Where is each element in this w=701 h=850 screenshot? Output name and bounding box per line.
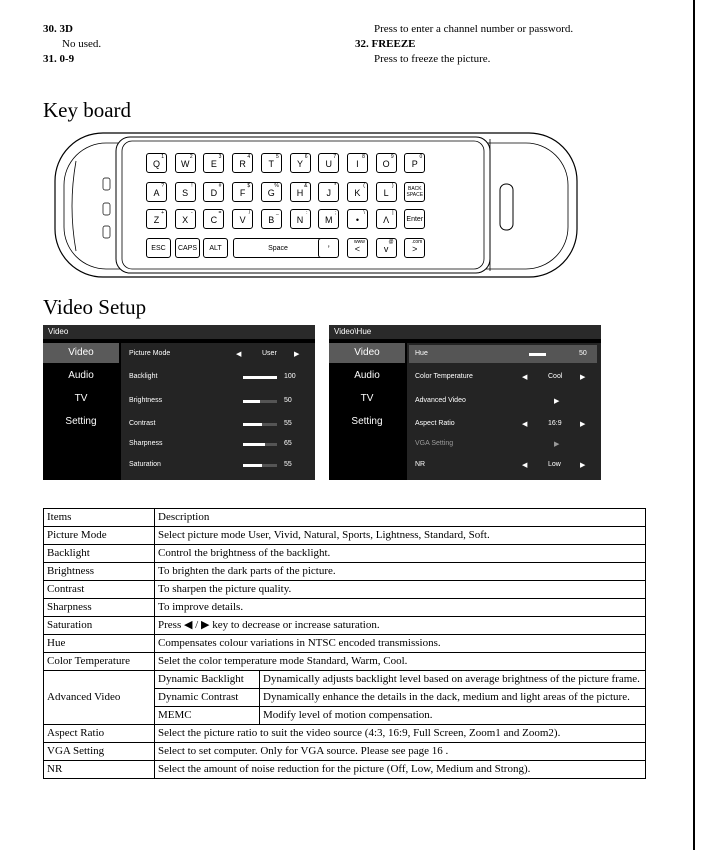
table-desc-cell: Select the amount of noise reduction for the picture (Off, Low, Medium and Strong). <box>155 761 646 779</box>
key-row3-3-alt-label: / <box>248 210 251 216</box>
key-j-label: J <box>326 188 331 198</box>
key-q-alt-label: 1 <box>161 154 164 160</box>
video-settings-table <box>43 508 646 779</box>
menu-slider-fill <box>243 423 262 426</box>
key-row3-8-alt-label: | <box>392 210 394 216</box>
key-p-alt-label: 0 <box>419 154 423 160</box>
key-row3-0-label: Z <box>153 215 160 225</box>
table-subitem-cell: Dynamic Contrast <box>155 689 260 707</box>
table-item-cell: Sharpness <box>44 599 155 617</box>
key-p-label: P <box>411 159 418 169</box>
key-a[interactable] <box>146 182 167 202</box>
key-enter-label: Enter <box>406 216 424 223</box>
menu-row-saturation[interactable]: Saturation <box>129 461 161 468</box>
table-item-cell: Advanced Video <box>44 671 155 725</box>
key-w-label: W <box>180 159 190 169</box>
key-row3-0-alt-label: + <box>161 210 164 216</box>
table-row <box>44 635 646 653</box>
menu-tab-video[interactable]: Video <box>329 343 405 363</box>
key-space-label: Space <box>268 245 288 252</box>
menu-value: 55 <box>284 461 292 468</box>
menu-tab-setting[interactable]: Setting <box>65 416 97 427</box>
key-y-alt-label: 6 <box>304 154 308 160</box>
item-32-title: 32. FREEZE <box>355 38 416 50</box>
table-row <box>44 671 646 689</box>
key-i-alt-label: 8 <box>362 154 365 160</box>
key-u[interactable] <box>318 153 339 173</box>
keyboard-remote-illustration <box>54 131 580 281</box>
menu-value: User <box>262 350 277 357</box>
menu-tab-tv[interactable]: TV <box>360 393 374 404</box>
key-row3-4[interactable] <box>261 209 282 229</box>
menu-slider-fill <box>243 443 265 446</box>
table-row <box>44 761 646 779</box>
video-menu-screenshot <box>43 325 315 480</box>
menu-slider-fill <box>529 353 546 356</box>
key-y-label: Y <box>296 159 303 169</box>
key-r-label: R <box>239 159 246 169</box>
key-esc-label: ESC <box>151 245 166 252</box>
menu-row-highlight <box>409 345 597 363</box>
menu-value: 50 <box>284 397 292 404</box>
menu-slider[interactable] <box>529 353 563 356</box>
menu-slider[interactable] <box>243 464 277 467</box>
table-item-cell: NR <box>44 761 155 779</box>
key-l-label: L <box>383 188 389 198</box>
key-row3-7[interactable] <box>347 209 368 229</box>
key-g[interactable] <box>261 182 282 202</box>
item-30-desc: No used. <box>62 38 102 50</box>
key-row4-1[interactable] <box>347 238 368 258</box>
key-j[interactable] <box>318 182 339 202</box>
key-o[interactable] <box>376 153 397 173</box>
items-31-32-block <box>355 22 573 67</box>
menu-row-nr[interactable]: NR <box>415 461 426 468</box>
key-row3-3-label: V <box>239 215 246 225</box>
table-item-cell: Backlight <box>44 545 155 563</box>
video-setup-heading: Video Setup <box>43 295 147 319</box>
key-space[interactable] <box>233 238 323 258</box>
menu-tab-setting[interactable]: Setting <box>351 416 383 427</box>
key-r[interactable] <box>232 153 253 173</box>
items-30-31-block <box>43 22 101 67</box>
menu-row-advanced-video[interactable]: Advanced Video <box>415 397 466 404</box>
key-row3-6-label: M <box>324 215 333 225</box>
key-y[interactable] <box>290 153 311 173</box>
key-h-alt-label: & <box>304 183 308 189</box>
key-caps[interactable] <box>175 238 200 258</box>
table-row <box>44 725 646 743</box>
key-enter[interactable] <box>404 209 425 229</box>
key-row3-1-label: X <box>182 215 189 225</box>
key-row3-5-label: N <box>296 215 304 225</box>
key-d-label: D <box>210 188 218 198</box>
menu-value: Cool <box>548 373 563 380</box>
menu-value: 65 <box>284 440 292 447</box>
table-subitem-cell: Dynamic Backlight <box>155 671 260 689</box>
key-row4-1-label: < <box>354 244 361 254</box>
menu-slider[interactable] <box>243 423 277 426</box>
key-row4-3[interactable] <box>404 238 425 258</box>
table-item-cell: Contrast <box>44 581 155 599</box>
table-desc-cell: Modify level of motion compensation. <box>260 707 646 725</box>
table-item-cell: VGA Setting <box>44 743 155 761</box>
key-row3-6-alt-label: ; <box>334 210 337 216</box>
key-row3-8-label: Λ <box>383 215 390 225</box>
menu-slider-fill <box>243 464 262 467</box>
menu-content-panel <box>407 343 601 480</box>
key-q-label: Q <box>152 159 160 169</box>
menu-value: 100 <box>284 373 296 380</box>
item-31-title: 31. 0-9 <box>43 53 75 65</box>
key-s-alt-label: ! <box>191 183 193 189</box>
table-item-cell: Brightness <box>44 563 155 581</box>
key-a-label: A <box>153 188 160 198</box>
item-31-desc: Press to enter a channel number or password. <box>374 23 574 35</box>
key-h-label: H <box>296 188 304 198</box>
table-row <box>44 563 646 581</box>
key-e-label: E <box>210 159 217 169</box>
table-row <box>44 599 646 617</box>
key-s[interactable] <box>175 182 196 202</box>
menu-tab-audio[interactable]: Audio <box>354 370 380 381</box>
key-h[interactable] <box>290 182 311 202</box>
key-alt-label: ALT <box>209 245 222 252</box>
menu-tab-audio[interactable]: Audio <box>68 370 94 381</box>
key-p[interactable] <box>404 153 425 173</box>
menu-row-brightness[interactable]: Brightness <box>129 397 163 404</box>
table-row <box>44 743 646 761</box>
menu-title-bar: Video\Hue <box>329 325 601 339</box>
table-item-cell: Hue <box>44 635 155 653</box>
menu-slider-fill <box>243 400 260 403</box>
menu-row-color-temperature[interactable]: Color Temperature <box>415 373 473 380</box>
key-row3-7-alt-label: \ <box>363 210 365 216</box>
menu-slider[interactable] <box>243 400 277 403</box>
key-row4-3-label: > <box>412 244 418 254</box>
table-desc-cell: Control the brightness of the backlight. <box>155 545 646 563</box>
key-f[interactable] <box>232 182 253 202</box>
key-f-alt-label: $ <box>247 183 251 189</box>
key-e[interactable] <box>203 153 224 173</box>
key-k[interactable] <box>347 182 368 202</box>
left-arrow-icon[interactable]: ◀ <box>522 374 528 381</box>
menu-value: Low <box>548 461 561 468</box>
table-item-cell: Items <box>44 509 155 527</box>
left-arrow-icon[interactable]: ◀ <box>522 462 528 469</box>
remote-outline-icon <box>54 131 580 281</box>
video-hue-menu-screenshot <box>329 325 601 480</box>
menu-value: 55 <box>284 420 292 427</box>
table-item-cell: Saturation <box>44 617 155 635</box>
key-r-alt-label: 4 <box>247 154 251 160</box>
page-right-border <box>693 0 695 850</box>
menu-row-vga-setting[interactable]: VGA Setting <box>415 440 454 447</box>
table-row <box>44 509 646 527</box>
menu-value: 50 <box>579 350 587 357</box>
key-i[interactable] <box>347 153 368 173</box>
left-arrow-icon[interactable]: ◀ <box>236 351 242 358</box>
table-desc-cell: Description <box>155 509 646 527</box>
key-l-alt-label: ) <box>391 183 394 189</box>
key-g-alt-label: % <box>274 183 279 189</box>
right-arrow-icon[interactable]: ▶ <box>580 374 586 381</box>
table-item-cell: Picture Mode <box>44 527 155 545</box>
key-row3-2-alt-label: = <box>218 210 222 216</box>
menu-row-hue[interactable]: Hue <box>415 350 428 357</box>
table-desc-cell: To sharpen the picture quality. <box>155 581 646 599</box>
menu-title-bar: Video <box>43 325 315 339</box>
key-f-label: F <box>239 188 246 198</box>
key-row3-6[interactable] <box>318 209 339 229</box>
menu-slider[interactable] <box>243 376 277 379</box>
table-desc-cell: Dynamically enhance the details in the dack, medium and light areas of the picture. <box>260 689 646 707</box>
key-row3-3[interactable] <box>232 209 253 229</box>
key-k-label: K <box>354 188 361 198</box>
key-caps-label: CAPS <box>177 245 198 252</box>
key-row3-8[interactable] <box>376 209 397 229</box>
key-q[interactable] <box>146 153 167 173</box>
right-arrow-icon[interactable]: ▶ <box>554 441 560 448</box>
table-row <box>44 581 646 599</box>
table-desc-cell: To improve details. <box>155 599 646 617</box>
table-item-cell: Aspect Ratio <box>44 725 155 743</box>
key-o-label: O <box>382 159 390 169</box>
keyboard-heading: Key board <box>43 98 132 122</box>
key-backspace-label: BACK SPACE <box>406 186 424 198</box>
item-32-desc: Press to freeze the picture. <box>374 53 491 65</box>
table-desc-cell: Dynamically adjusts backlight level based on average brightness of the picture frame. <box>260 671 646 689</box>
menu-tab-video[interactable]: Video <box>43 343 119 363</box>
key-row4-2[interactable] <box>376 238 397 258</box>
key-row3-0[interactable] <box>146 209 167 229</box>
key-e-alt-label: 3 <box>218 154 222 160</box>
key-u-alt-label: 7 <box>333 154 337 160</box>
key-a-alt-label: ? <box>161 183 164 189</box>
key-row3-1[interactable] <box>175 209 196 229</box>
left-arrow-icon[interactable]: ◀ <box>522 421 528 428</box>
key-w[interactable] <box>175 153 196 173</box>
key-row4-0[interactable] <box>318 238 339 258</box>
key-d-alt-label: # <box>218 183 222 189</box>
right-arrow-icon[interactable]: ▶ <box>294 351 300 358</box>
menu-row-sharpness[interactable]: Sharpness <box>129 440 163 447</box>
key-k-alt-label: ( <box>363 183 365 189</box>
key-row3-2-label: C <box>210 215 218 225</box>
table-desc-cell: Selet the color temperature mode Standard, Warm, Cool. <box>155 653 646 671</box>
table-desc-cell: Select the picture ratio to suit the video source (4:3, 16:9, Full Screen, Zoom1 and Zoom2). <box>155 725 646 743</box>
key-row4-2-alt-label: @ <box>388 239 394 245</box>
menu-row-contrast[interactable]: Contrast <box>129 420 156 427</box>
key-row3-5-alt-label: : <box>306 210 308 216</box>
key-alt[interactable] <box>203 238 228 258</box>
key-row3-7-label: • <box>355 215 359 225</box>
table-desc-cell: Press ◀ / ▶ key to decrease or increase saturation. <box>155 617 646 635</box>
key-row3-4-label: B <box>268 215 275 225</box>
item-30-title: 30. 3D <box>43 23 73 35</box>
key-s-label: S <box>182 188 189 198</box>
right-arrow-icon[interactable]: ▶ <box>580 462 586 469</box>
key-row4-3-alt-label: .com <box>411 239 423 245</box>
table-row <box>44 617 646 635</box>
menu-row-picture-mode[interactable]: Picture Mode <box>129 350 171 357</box>
key-w-alt-label: 2 <box>189 154 193 160</box>
table-desc-cell: To brighten the dark parts of the picture. <box>155 563 646 581</box>
key-j-alt-label: * <box>334 183 337 189</box>
table-row <box>44 527 646 545</box>
table-item-cell: Color Temperature <box>44 653 155 671</box>
key-o-alt-label: 9 <box>390 154 394 160</box>
key-l[interactable] <box>376 182 397 202</box>
right-arrow-icon[interactable]: ▶ <box>554 398 560 405</box>
key-i-label: I <box>356 159 359 169</box>
key-row3-1-alt-label: - <box>191 210 193 216</box>
key-t-label: T <box>268 159 275 169</box>
key-row4-1-alt-label: www <box>354 239 365 245</box>
right-arrow-icon[interactable]: ▶ <box>580 421 586 428</box>
menu-slider[interactable] <box>243 443 277 446</box>
table-desc-cell: Compensates colour variations in NTSC encoded transmissions. <box>155 635 646 653</box>
menu-row-backlight[interactable]: Backlight <box>129 373 158 380</box>
table-row <box>44 653 646 671</box>
key-g-label: G <box>267 188 275 198</box>
table-subitem-cell: MEMC <box>155 707 260 725</box>
key-t-alt-label: 5 <box>276 154 279 160</box>
menu-slider-fill <box>243 376 277 379</box>
key-row4-2-label: v <box>383 244 389 254</box>
table-row <box>44 545 646 563</box>
key-u-label: U <box>325 159 332 169</box>
key-d[interactable] <box>203 182 224 202</box>
key-t[interactable] <box>261 153 282 173</box>
table-desc-cell: Select to set computer. Only for VGA source. Please see page 16 . <box>155 743 646 761</box>
menu-value: 16:9 <box>548 420 562 427</box>
table-desc-cell: Select picture mode User, Vivid, Natural, Sports, Lightness, Standard, Soft. <box>155 527 646 545</box>
key-backspace[interactable] <box>404 182 425 202</box>
menu-tab-tv[interactable]: TV <box>74 393 88 404</box>
key-row3-4-alt-label: _ <box>276 210 279 216</box>
key-row3-5[interactable] <box>290 209 311 229</box>
key-esc[interactable] <box>146 238 171 258</box>
menu-row-aspect-ratio[interactable]: Aspect Ratio <box>415 420 455 427</box>
key-row3-2[interactable] <box>203 209 224 229</box>
key-row4-0-label: ’ <box>327 244 330 254</box>
